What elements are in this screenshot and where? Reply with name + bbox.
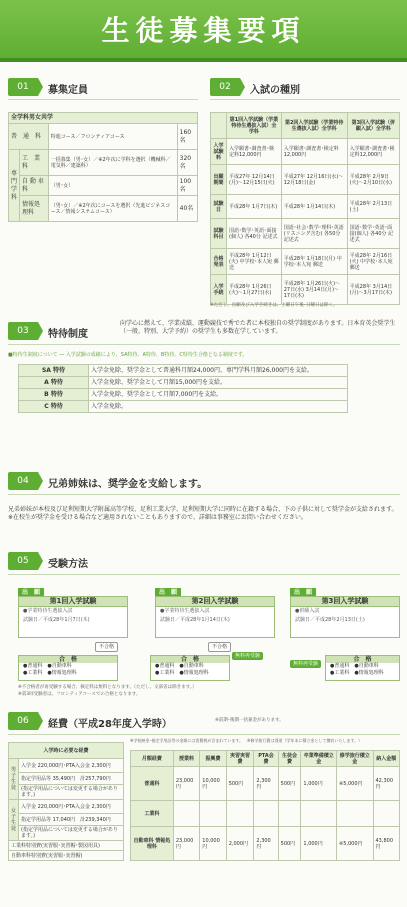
cell xyxy=(254,801,278,827)
course-cell: （男･女） xyxy=(48,176,177,196)
method-note: ※第3回受験者は、フロンティアコースでの合格となります。 xyxy=(18,692,141,697)
pass-item: ●工業科 xyxy=(23,670,43,676)
cell: 平成28年 1月26日(火)〜27日(水) 3月14日(月)〜17日(木) xyxy=(281,275,347,305)
section-badge-03: 03 xyxy=(8,322,38,340)
monthly-note: ※学校納金･指定学用品等の金額には消費税が含まれています。 ※修学旅行費は別途（学年末に積立金として徴収いたします。） xyxy=(130,738,363,743)
cell: 1,000円 xyxy=(301,767,337,801)
group-label: 専門学科 xyxy=(9,150,20,222)
pass-label: 合 格 xyxy=(326,656,399,663)
pass-item: ●情報処理科 xyxy=(354,670,384,676)
pass-item: ●自動車科 xyxy=(179,663,204,669)
apply-label: 出 願 xyxy=(155,588,181,597)
pass-item: ●普通科 xyxy=(330,663,350,669)
tier-label: C 特待 xyxy=(19,401,89,413)
cell: 平成28年 2月9日(火)〜2月10日(水) xyxy=(347,165,399,195)
pass-item: ●普通科 xyxy=(23,663,43,669)
section-badge-02: 02 xyxy=(210,78,240,96)
pass-item: ●自動車科 xyxy=(47,663,72,669)
col-head: PTA会費 xyxy=(254,751,278,767)
cost-line: 指定学用品等 35,490円 計257,790円 xyxy=(19,773,124,785)
section-title-03: 特待制度 xyxy=(48,329,88,340)
exam-types-table xyxy=(210,112,400,305)
tier-value: 入学金免除、奨学金として普通科月額24,000円、専門学科月額26,000円を支給。 xyxy=(89,365,348,377)
pass-item: ●情報処理科 xyxy=(179,670,209,676)
cell: 23,000円 xyxy=(173,767,199,801)
cell: 500円 xyxy=(226,767,254,801)
exam-date: 試験日／平成28年1月7日(木) xyxy=(23,617,90,623)
pass-item: ●工業科 xyxy=(155,670,175,676)
section-title-02: 入試の種別 xyxy=(250,85,300,96)
cell: 500円 xyxy=(278,827,301,861)
cell: 入学願書･調査書･検定料12,000円 xyxy=(227,139,282,165)
pass-item: ●自動車科 xyxy=(354,663,379,669)
cell: 2,000円 xyxy=(226,827,254,861)
cell: ※5,000円 xyxy=(337,767,373,801)
section-badge-01: 01 xyxy=(8,78,38,96)
exam-col-head: 第2回入学試験（学業特待生選抜入試）全学科 xyxy=(281,113,347,139)
cell: 1,000円 xyxy=(301,827,337,861)
col-head: 授業料 xyxy=(173,751,199,767)
exam-note: ※ただし、出願及び入学手続きは、土曜日午後･日曜日は除く。 xyxy=(210,303,338,308)
exam-box-3 xyxy=(290,596,400,638)
col-head: 月額経費 xyxy=(131,751,174,767)
exam-name: 第3回入学試験 xyxy=(291,597,399,607)
capacity-table xyxy=(8,112,198,222)
cell: 平成28年 2月16日(火) 中学校･本人宛 郵送 xyxy=(347,249,399,275)
course-cell: 一括募集（男･女）／※2年次に学科を選択（機械科／電気科／建築科） xyxy=(48,150,177,176)
cell xyxy=(226,801,254,827)
scholarship-table xyxy=(18,364,348,413)
capacity-cell: 40名 xyxy=(177,196,197,222)
tier-label: B 特待 xyxy=(19,389,89,401)
tier-label: A 特待 xyxy=(19,377,89,389)
monthly-cost-table xyxy=(130,750,400,861)
apply-label: 出 願 xyxy=(18,588,44,597)
dept-cell: 自 動 車 科 xyxy=(20,176,49,196)
exam-sub: ●学業特待生選抜入試 xyxy=(160,608,210,614)
scholarship-desc: 向学心に燃えて、学業成績、運動競技で秀でた者に本校独自の奨学制度があります。日本育英会奨学生（一般、特別、大学予約）の奨学生も多数在学しています。 xyxy=(120,320,396,335)
course-cell: （男･女）／※2年次にコースを選択（先進ビジネスコース／情報システムコース） xyxy=(48,196,177,222)
row-head: 試験日 xyxy=(211,195,227,219)
cell: 平成28年 1月7日(木) xyxy=(227,195,282,219)
apply-label: 出 願 xyxy=(290,588,316,597)
cell: 平成27年 12月14日(月)〜12月15日(火) xyxy=(227,165,282,195)
row-head: 普通科 xyxy=(131,767,174,801)
row-head: 自動車科 情報処理科 xyxy=(131,827,174,861)
cell: 2,300円 xyxy=(254,827,278,861)
section-title-05: 受験方法 xyxy=(48,559,88,570)
section-title-01: 募集定員 xyxy=(48,85,88,96)
cell: 平成28年 1月18日(月) 中学校･本人宛 郵送 xyxy=(281,249,347,275)
pass-item: ●情報処理科 xyxy=(47,670,77,676)
pass-box-3 xyxy=(325,655,400,681)
row-head: 工業科 xyxy=(131,801,174,827)
col-head: 生徒会費 xyxy=(278,751,301,767)
cost-foot: 自動車科特別費(実習服･実習帽) xyxy=(9,851,124,861)
cost-line: (指定学用品については変更する場合があります。) xyxy=(19,826,124,841)
dept-cell: 工 業 科 xyxy=(20,150,49,176)
col-head: 実習実習費 xyxy=(226,751,254,767)
dept-cell: 普 通 科 xyxy=(9,124,49,150)
cell: 国語･数学･英語･面接(個人) 各40分 記述式 xyxy=(227,219,282,249)
section-badge-04: 04 xyxy=(8,472,38,490)
exam-date: 試験日／平成28年1月14日(木) xyxy=(160,617,230,623)
pass-box-2 xyxy=(150,655,230,681)
cell xyxy=(337,801,373,827)
tier-value: 入学金免除。 xyxy=(89,401,348,413)
exam-sub: ●併願入試 xyxy=(295,608,320,614)
page-title: 生徒募集要項 xyxy=(101,14,306,47)
cell xyxy=(278,801,301,827)
free-retake-chip: 無料再受験 xyxy=(232,652,263,660)
cell: 10,000円 xyxy=(200,827,226,861)
cost-line: 入学金 220,000円･PTA入会金 2,300円 xyxy=(19,800,124,814)
cell: 平成28年 1月14日(木) xyxy=(281,195,347,219)
exam-name: 第1回入学試験 xyxy=(19,597,127,607)
cell: 10,000円 xyxy=(200,767,226,801)
capacity-cell: 320名 xyxy=(177,150,197,176)
col-head: 修学旅行積立金 xyxy=(337,751,373,767)
cell: 平成28年 3月14日(月)〜3月17日(木) xyxy=(347,275,399,305)
exam-col-head: 第1回入学試験（学業特待生選抜入試）全学科 xyxy=(227,113,282,139)
cell: 国語･社会･数学･理科･英語(リスニング含む) 各50分 記述式 xyxy=(281,219,347,249)
capacity-cell: 100名 xyxy=(177,176,197,196)
scholarship-sub: ■特待生制度について ― 入学試験の成績により、SA特待、A特待、B特待、C特待生合格となる制度です。 xyxy=(8,352,248,358)
cell xyxy=(173,801,199,827)
pass-item: ●工業科 xyxy=(330,670,350,676)
free-retake-chip: 無料再受験 xyxy=(290,660,321,668)
col-head: 振興費 xyxy=(200,751,226,767)
cell: 42,300円 xyxy=(373,767,400,801)
section-title-04: 兄弟姉妹は、奨学金を支給します。 xyxy=(48,479,208,490)
tier-value: 入学金免除、奨学金として月額15,000円を支給。 xyxy=(89,377,348,389)
fail-chip: 不合格 xyxy=(208,642,231,652)
capacity-table-head: 全学科男女共学 xyxy=(9,113,198,124)
row-head: 入学試験料 xyxy=(211,139,227,165)
cell: 43,800円 xyxy=(373,827,400,861)
cell: 入学願書･調査書･検定料12,000円 xyxy=(281,139,347,165)
col-head: 納入金額 xyxy=(373,751,400,767)
col-head: 卒業準備積立金 xyxy=(301,751,337,767)
exam-box-2 xyxy=(155,596,275,638)
group-label: 男子生徒 xyxy=(9,759,19,800)
cell: 平成27年 12月16日(水)〜12月18日(金) xyxy=(281,165,347,195)
cell: ※5,000円 xyxy=(337,827,373,861)
cell: 入学願書･調査書･検定料12,000円 xyxy=(347,139,399,165)
row-head: 試験科目 xyxy=(211,219,227,249)
header-banner xyxy=(0,0,407,62)
section-badge-05: 05 xyxy=(8,552,38,570)
sibling-desc: 兄弟姉妹が本校及び足利短期大学附属高等学校、足利工業大学、足利短期大学に同時に在籍する場合、下の子供に対して奨学金が支給されます。※在校生が奨学金を受ける場合など適用されないこともありますので、詳細は事務室にお問い合わせください。 xyxy=(8,506,398,521)
cost-foot: 工業科特別費(実習服･実習帽･製図用具) xyxy=(9,841,124,851)
cell: 国語･数学･英語･面接(個人) 各40分 記述式 xyxy=(347,219,399,249)
exam-sub: ●学業特待生選抜入試 xyxy=(23,608,73,614)
tier-label: SA 特待 xyxy=(19,365,89,377)
cost-note: ※前期･後期一括兼金があります。 xyxy=(215,718,284,723)
exam-box-1 xyxy=(18,596,128,638)
cell: 平成28年 1月26日(火)〜1月27日(水) xyxy=(227,275,282,305)
pass-item: ●普通科 xyxy=(155,663,175,669)
entry-cost-table xyxy=(8,742,124,861)
capacity-cell: 160名 xyxy=(177,124,197,150)
cell: 23,000円 xyxy=(173,827,199,861)
section-badge-06: 06 xyxy=(8,712,38,730)
exam-date: 試験日／平成28年2月13日(土) xyxy=(295,617,365,623)
cell xyxy=(373,801,400,827)
method-note: ※不合格者が再受験する場合、検定料は無料となります。（ただし、文部省は除きます。） xyxy=(18,685,197,690)
pass-box-1 xyxy=(18,655,118,681)
fail-chip: 不合格 xyxy=(95,642,118,652)
cost-line: (指定学用品については変更する場合があります。) xyxy=(19,785,124,800)
pass-label: 合 格 xyxy=(19,656,117,663)
cell: 平成28年 2月13日(土) xyxy=(347,195,399,219)
pass-label: 合 格 xyxy=(151,656,229,663)
entry-cost-head: 入学時に必要な経費 xyxy=(9,743,124,759)
cell xyxy=(301,801,337,827)
cell xyxy=(200,801,226,827)
exam-name: 第2回入学試験 xyxy=(156,597,274,607)
exam-col-head: 第3回入学試験（併願入試）全学科 xyxy=(347,113,399,139)
dept-cell: 情報処理科 xyxy=(20,196,49,222)
cost-line: 入学金 220,000円･PTA入会金 2,300円 xyxy=(19,759,124,773)
row-head: 入学手続 xyxy=(211,275,227,305)
row-head: 出願期間 xyxy=(211,165,227,195)
cell: 500円 xyxy=(278,767,301,801)
group-label: 女子生徒 xyxy=(9,800,19,841)
tier-value: 入学金免除、奨学金として月額7,000円を支給。 xyxy=(89,389,348,401)
section-title-06: 経費（平成28年度入学時） xyxy=(48,719,172,730)
cell: 平成28年 1月12日(火) 中学校･本人宛 郵送 xyxy=(227,249,282,275)
cost-line: 指定学用品等 17,040円 計239,340円 xyxy=(19,814,124,826)
row-head: 合格発表 xyxy=(211,249,227,275)
cell: 2,300円 xyxy=(254,767,278,801)
course-cell: 特進コース／フロンティアコース xyxy=(48,124,177,150)
